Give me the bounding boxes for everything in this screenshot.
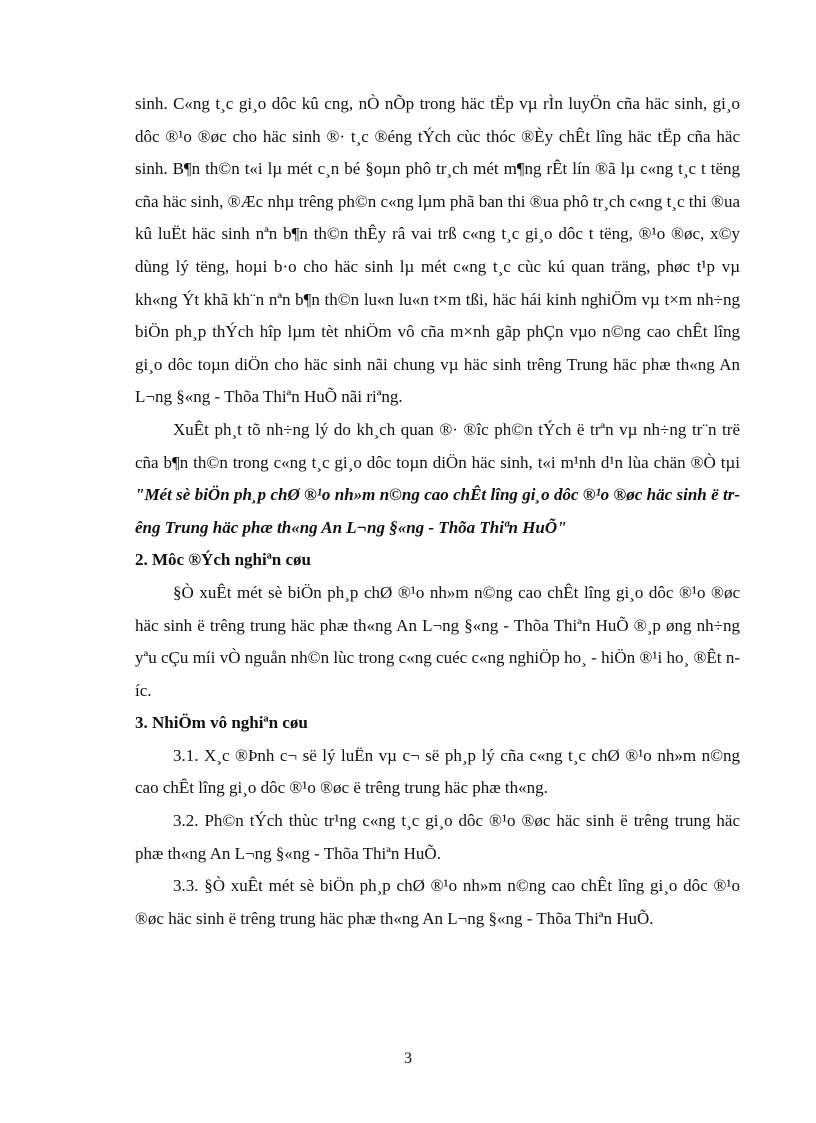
page-number: 3 <box>404 1050 412 1067</box>
task-3-1: 3.1. X¸c ®Þnh c¬ së lý luËn vµ c¬ së ph¸p lý cña c«ng t¸c chØ ®¹o nh»m n©ng cao chÊt lîng gi¸o dôc ®¹o ®øc ë trêng trung häc phæ th«ng. <box>135 745 740 798</box>
thesis-title: "Mét sè biÖn ph¸p chØ ®¹o nh»m n©ng cao chÊt lîng gi¸o dôc ®¹o ®øc häc sinh ë trêng Trung häc phæ th«ng An L¬ng §«ng - Thõa Thiªn HuÕ" <box>135 485 740 537</box>
body-text <box>135 88 740 935</box>
task-3-2: 3.2. Ph©n tÝch thùc tr¹ng c«ng t¸c gi¸o dôc ®¹o ®øc häc sinh ë trêng trung häc phæ th«ng An L¬ng §«ng - Thõa Thiªn HuÕ. <box>135 811 740 863</box>
task-3-3: 3.3. §Ò xuÊt mét sè biÖn ph¸p chØ ®¹o nh»m n©ng cao chÊt lîng gi¸o dôc ®¹o ®øc häc sinh ë trêng trung häc phæ th«ng An L¬ng §«ng - Thõa Thiªn HuÕ. <box>135 876 740 928</box>
paragraph-topic-choice <box>135 414 740 544</box>
topic-choice-text: XuÊt ph¸t tõ nh÷ng lý do kh¸ch quan ®· ®îc ph©n tÝch ë trªn vµ nh÷ng tr¨n trë cña b¶n th©n trong c«ng t¸c gi¸o dôc toµn diÖn häc sinh, t«i m¹nh d¹n lùa chän ®Ò tµi <box>135 419 740 472</box>
paragraph-context: sinh. C«ng t¸c gi¸o dôc kû cng, nÒ nÕp trong häc tËp vµ rÌn luyÖn cña häc sinh, gi¸o dôc ®¹o ®øc cho häc sinh ®· t¸c ®éng tÝch cùc thóc ®Èy chÊt lîng häc tËp cña häc sinh. B¶n th©n t«i lµ mét c¸n bé §oµn phô tr¸ch mét m¶ng rÊt lín ®ã lµ c«ng t¸c t tëng cña häc sinh, ®Æc nhµ trêng ph©n c«ng lµm phã ban thi ®ua phô tr¸ch c«ng t¸c thi ®ua kû luËt häc sinh nªn b¶n th©n thÊy râ vai trß c«ng t¸c gi¸o dôc t tëng, ®¹o ®øc, x©y dùng lý tëng, hoµi b·o cho häc sinh lµ mét c«ng t¸c cùc kú quan träng, phøc t¹p vµ kh«ng Ýt khã kh¨n nªn b¶n th©n lu«n lu«n t×m tßi, häc hái kinh nghiÖm vµ t×m nh÷ng biÖn ph¸p thÝch hîp lµm tèt nhiÖm vô cña m×nh gãp phÇn vµo n©ng cao chÊt lîng gi¸o dôc toµn diÖn cho häc sinh nãi chung vµ häc sinh trêng Trung häc phæ th«ng An L¬ng §«ng - Thõa Thiªn HuÕ nãi riªng. <box>135 94 740 407</box>
heading-research-tasks: 3. NhiÖm vô nghiªn cøu <box>135 713 308 733</box>
paragraph-research-purpose: §Ò xuÊt mét sè biÖn ph¸p chØ ®¹o nh»m n©ng cao chÊt lîng gi¸o dôc ®¹o ®øc häc sinh ë trêng trung häc phæ th«ng An L¬ng §«ng - Thõa Thiªn HuÕ ®¸p øng nh÷ng yªu cÇu míi vÒ nguån nh©n lùc trong c«ng cuéc c«ng nghiÖp ho¸ - hiÖn ®¹i ho¸ ®Êt níc. <box>135 582 740 700</box>
heading-research-purpose: 2. Môc ®Ých nghiªn cøu <box>135 550 312 570</box>
